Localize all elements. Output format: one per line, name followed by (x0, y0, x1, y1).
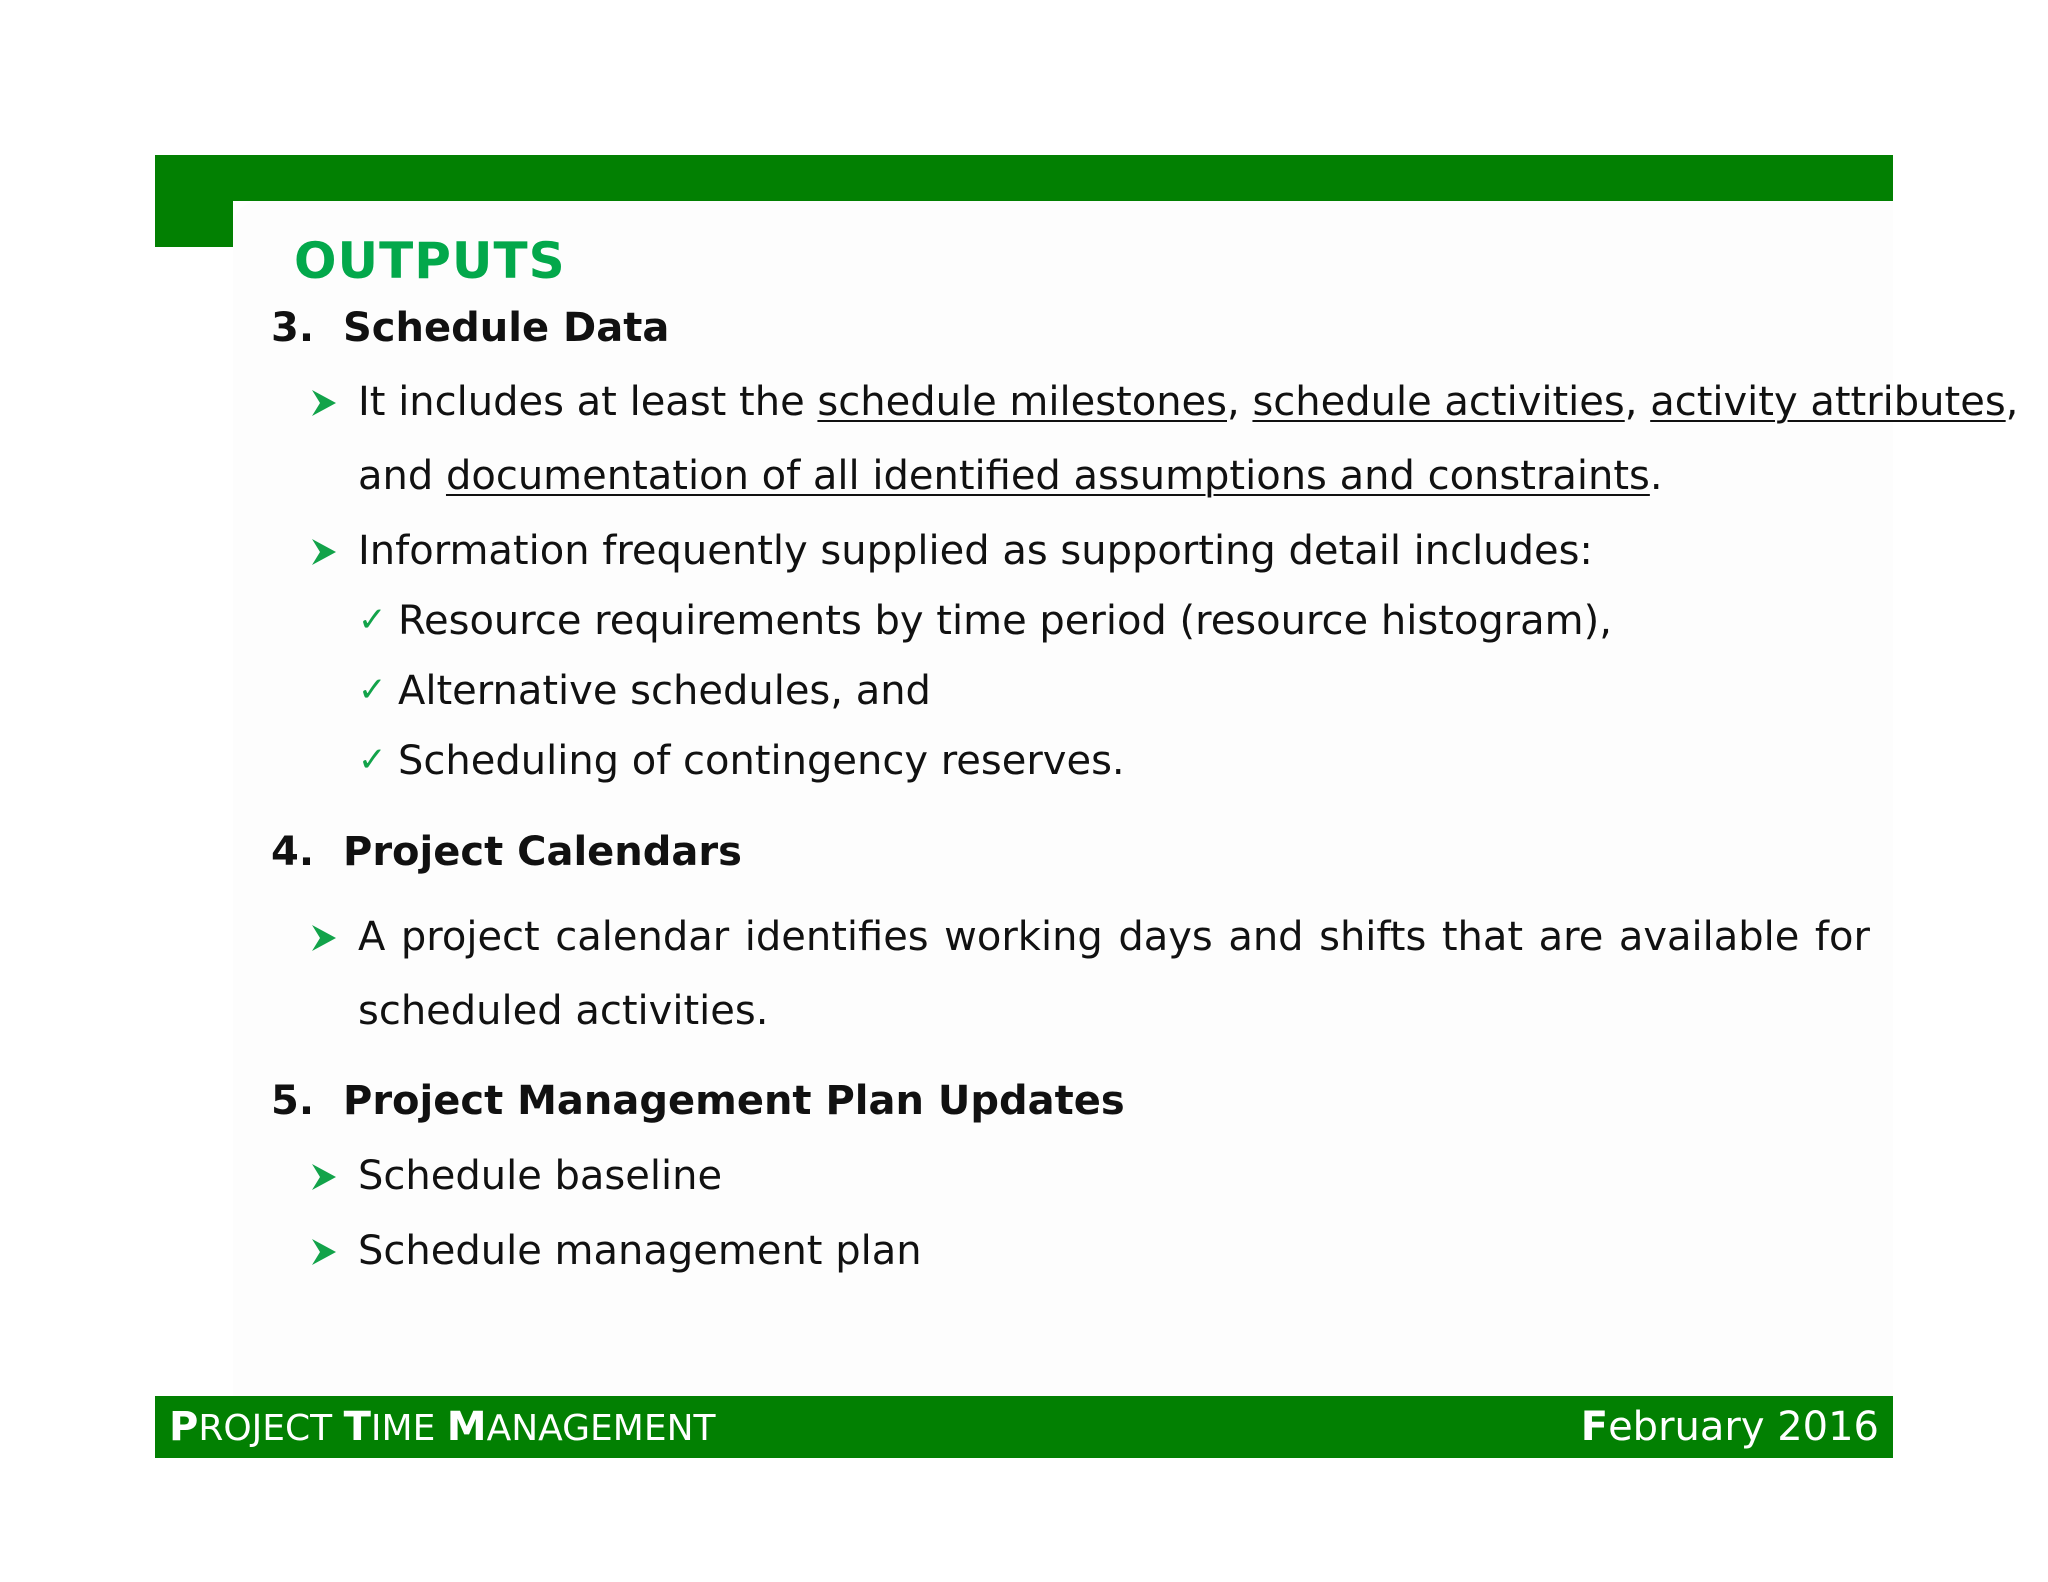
bullet-calendars-line-1 (358, 913, 1870, 961)
term-activity-attributes: activity attributes (1650, 379, 2006, 425)
bullet-schedule-data-1-line-1: It includes at least the schedule milestones, schedule activities, activity attributes, (358, 379, 2019, 425)
check-icon: ✓ (358, 740, 387, 780)
section-heading-pmp-updates (271, 1077, 1125, 1125)
word: working (944, 914, 1103, 960)
bullet-schedule-data-2: Information frequently supplied as supporting detail includes: (358, 528, 1593, 574)
check-item-3: Scheduling of contingency reserves. (398, 738, 1125, 784)
section-heading-schedule-data (271, 304, 669, 352)
word: are (1538, 914, 1604, 960)
section-title: Schedule Data (343, 305, 670, 351)
bullet-schedule-data-1-line-2: and documentation of all identified assumptions and constraints. (358, 453, 1663, 499)
section-heading-project-calendars (271, 828, 742, 876)
arrow-bullet-icon (310, 388, 338, 418)
word: for (1814, 914, 1870, 960)
section-number: 4. (271, 829, 315, 875)
footer-title: PROJECT TIME MANAGEMENT (169, 1404, 716, 1450)
word: and (1228, 914, 1304, 960)
section-number: 5. (271, 1078, 315, 1124)
word: identifies (744, 914, 929, 960)
bullet-pmp-updates-1: Schedule baseline (358, 1153, 723, 1199)
bullet-pmp-updates-2: Schedule management plan (358, 1228, 922, 1274)
term-schedule-milestones: schedule milestones (817, 379, 1227, 425)
check-icon: ✓ (358, 670, 387, 710)
section-number: 3. (271, 305, 315, 351)
check-item-1: Resource requirements by time period (resource histogram), (398, 598, 1612, 644)
arrow-bullet-icon (310, 1237, 338, 1267)
word: that (1441, 914, 1524, 960)
arrow-bullet-icon (310, 1162, 338, 1192)
word: project (400, 914, 540, 960)
word: shifts (1319, 914, 1427, 960)
footer-bar (155, 1396, 1893, 1458)
arrow-bullet-icon (310, 923, 338, 953)
header-tab (155, 155, 233, 247)
arrow-bullet-icon (310, 537, 338, 567)
footer-date: February 2016 (1580, 1404, 1879, 1450)
slide-title: OUTPUTS (294, 232, 566, 290)
header-bar (155, 155, 1893, 201)
section-title: Project Calendars (343, 829, 742, 875)
term-documentation: documentation of all identified assumptions and constraints (445, 453, 1650, 499)
word: days (1118, 914, 1213, 960)
bullet-calendars-line-2: scheduled activities. (358, 988, 769, 1034)
term-schedule-activities: schedule activities (1252, 379, 1625, 425)
word: calendar (555, 914, 730, 960)
word: available (1618, 914, 1800, 960)
check-item-2: Alternative schedules, and (398, 668, 931, 714)
word: A (358, 914, 386, 960)
check-icon: ✓ (358, 600, 387, 640)
section-title: Project Management Plan Updates (343, 1078, 1125, 1124)
